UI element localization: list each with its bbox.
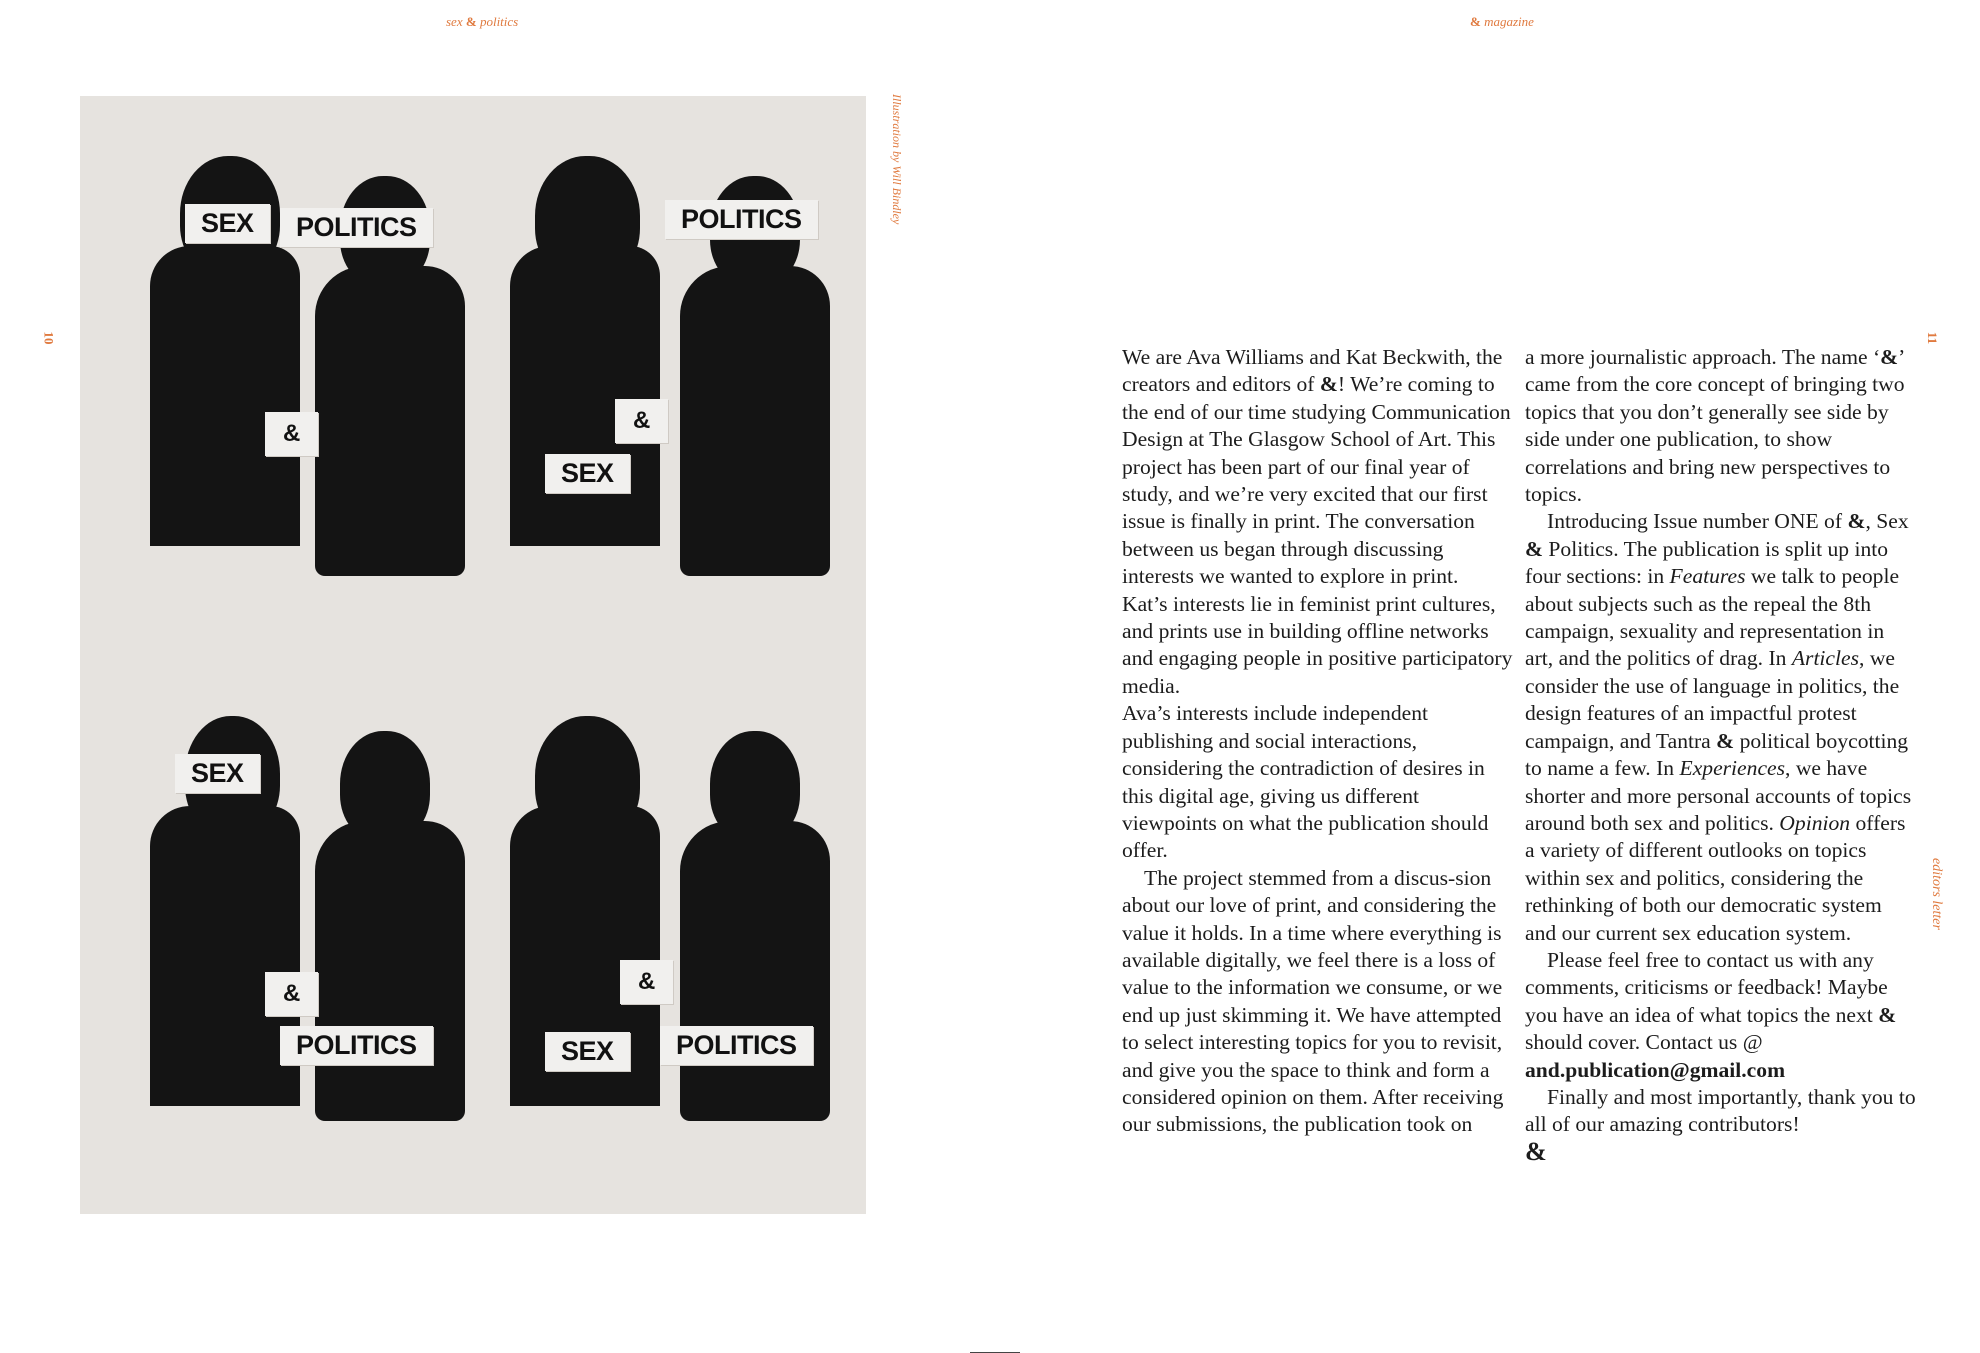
collage-label: POLITICS	[280, 208, 433, 247]
letter-column-2	[1525, 344, 1917, 1165]
collage-label: &	[615, 399, 668, 443]
section-label: editors letter	[1929, 858, 1944, 930]
letter-paragraph: We are Ava Williams and Kat Beckwith, the creators and editors of &! We’re coming to the end of our time studying Communication Design at The Glasgow School of Art. This project has been part of our final year of study, and we’re very excited that our first issue is finally in print. The conversation between us began through discussing interests we wanted to explore in print.	[1122, 345, 1511, 589]
page-number-right: 11	[1925, 331, 1941, 345]
figure-silhouette	[150, 246, 300, 546]
letter-paragraph: Kat’s interests lie in feminist print cultures, and prints use in building offline networks and engaging people in positive participatory media.	[1122, 591, 1513, 698]
collage-label: &	[265, 412, 318, 456]
illustration-credit: Illustration by Will Bindley	[890, 94, 904, 225]
collage-label: SEX	[545, 454, 630, 493]
letter-paragraph: Please feel free to contact us with any comments, criticisms or feedback! Maybe you have an idea of what topics the next & should cover. Contact us @ and.publication@gmail.com	[1525, 947, 1897, 1082]
collage-label: SEX	[185, 204, 270, 243]
collage-panel	[130, 156, 470, 576]
collage-panel	[510, 716, 850, 1136]
figure-silhouette	[680, 821, 830, 1121]
letter-column-1	[1122, 344, 1514, 1139]
collage-panel	[510, 156, 850, 576]
collage-label: POLITICS	[660, 1026, 813, 1065]
running-head-right: & magazine	[1470, 14, 1534, 29]
letter-paragraph: Introducing Issue number ONE of &, Sex & Politics. The publication is split up into four sections: in Features we talk to people about subjects such as the repeal the 8th campaign, sexuality and representation in art, and the politics of drag. In Articles, we consider the use of language in politics, the design features of an impactful protest campaign, and Tantra & political boycotting to name a few. In Experiences, we have shorter and more personal accounts of topics around both sex and politics. Opinion offers a variety of different outlooks on topics within sex and politics, considering the rethinking of both our democratic system and our current sex education system.	[1525, 509, 1912, 945]
figure-silhouette	[150, 806, 300, 1106]
figure-silhouette	[315, 266, 465, 576]
running-head-left: sex & politics	[446, 14, 519, 29]
collage-label: &	[620, 960, 673, 1004]
contact-email[interactable]: and.publication@gmail.com	[1525, 1057, 1786, 1082]
letter-paragraph: Ava’s interests include independent publishing and social interactions, considering the contradiction of desires in this digital age, giving us different viewpoints on what the publication should offer.	[1122, 701, 1489, 863]
collage-illustration	[80, 96, 866, 1214]
letter-paragraph: Finally and most importantly, thank you to all of our amazing contributors!	[1525, 1084, 1916, 1137]
end-mark: &	[1525, 1136, 1547, 1166]
figure-silhouette	[315, 821, 465, 1121]
figure-silhouette	[680, 266, 830, 576]
letter-paragraph: The project stemmed from a discus-sion about our love of print, and considering the value it holds. In a time where everything is available digitally, we feel there is a loss of value to the information we consume, or we end up just skimming it. We have attempted to select interesting topics for you to revisit, and give you the space to think and form a considered opinion on them. After receiving our submissions, the publication took on	[1122, 865, 1504, 1137]
collage-panel	[130, 716, 470, 1136]
collage-label: SEX	[175, 754, 260, 793]
collage-label: POLITICS	[280, 1026, 433, 1065]
letter-paragraph: a more journalistic approach. The name ‘&’ came from the core concept of bringing two topics that you don’t generally see side by side under one publication, to show correlations and bring new perspectives to topics.	[1525, 345, 1905, 507]
collage-label: POLITICS	[665, 200, 818, 239]
collage-label: SEX	[545, 1032, 630, 1071]
page-number-left: 10	[41, 331, 57, 345]
figure-silhouette	[510, 246, 660, 546]
collage-label: &	[265, 972, 318, 1016]
